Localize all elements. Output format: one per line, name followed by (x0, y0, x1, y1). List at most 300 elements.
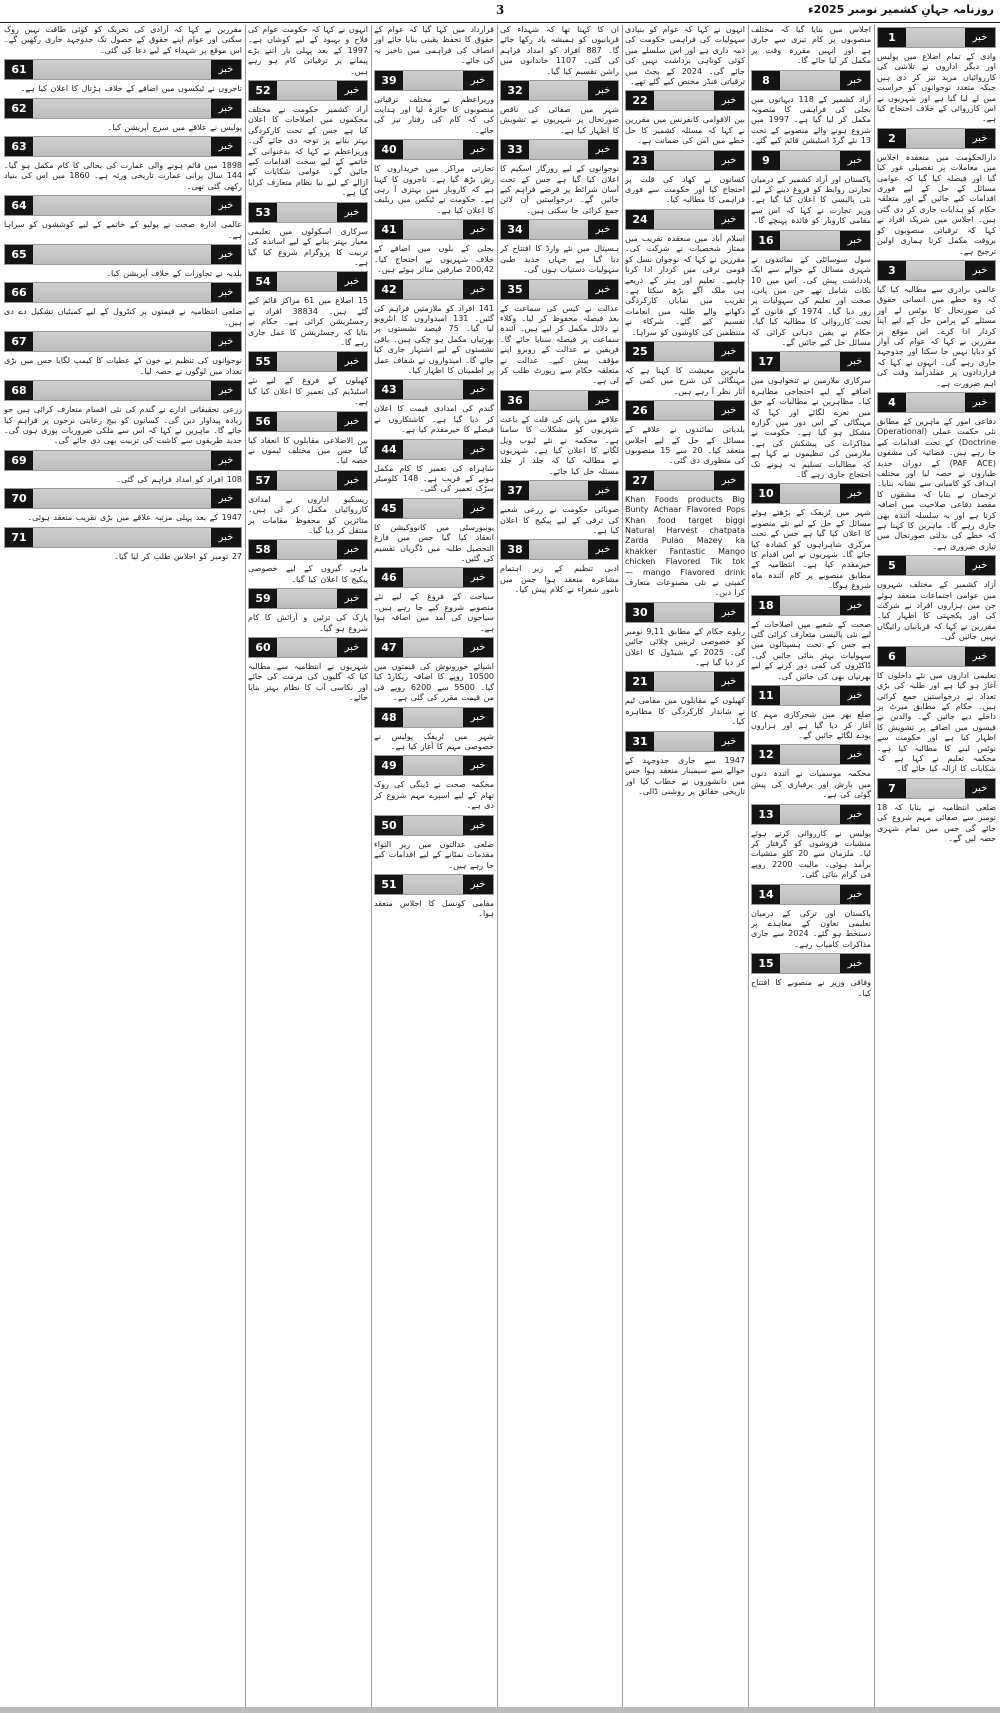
item-header-bar (500, 139, 619, 160)
news-column-5 (374, 25, 494, 1713)
item-header-bar (248, 637, 368, 658)
item-tag-badge: خبر (211, 245, 241, 264)
item-body-text: عدالت نے کیس کی سماعت کے بعد فیصلہ محفوظ کر لیا۔ وکلاء نے دلائل مکمل کر لیے ہیں۔ آئندہ سماعت پر فیصلہ سنایا جائے گا۔ فریقین نے عدالت کے روبرو اپنے مؤقف پیش کیے۔ عدالت نے متعلقہ حکام سے رپورٹ طلب کر لی ہے۔ (500, 303, 619, 386)
item-number-badge: 67 (5, 332, 33, 351)
news-item (500, 480, 619, 536)
item-number-badge: 70 (5, 489, 33, 508)
item-tag-badge: خبر (211, 381, 241, 400)
news-item (625, 731, 745, 798)
item-body-text: سول سوسائٹی کے نمائندوں نے شہری مسائل کے حوالے سے ایک یادداشت پیش کی۔ اس میں 10 نکات شامل تھے جن میں پانی، صحت اور تعلیم کی سہولیات پر زور دیا گیا۔ 1974 کے قانون کے تحت کارروائی کا مطالبہ کیا گیا۔ حکام نے یقین دہانی کرائی کہ مسائل حل کیے جائیں گے۔ (751, 254, 871, 347)
news-item (500, 25, 619, 77)
news-item (374, 219, 494, 275)
item-tag-badge: خبر (337, 540, 367, 559)
item-body-text: 15 اضلاع میں 61 مراکز قائم کیے گئے ہیں۔ 38834 افراد نے رجسٹریشن کرائی ہے۔ حکام نے بتایا کہ رجسٹریشن کا عمل جاری رہے گا۔ (248, 296, 368, 347)
item-tag-badge: خبر (463, 499, 493, 518)
news-item (4, 59, 242, 94)
news-item (625, 341, 745, 397)
item-header-bar (4, 380, 242, 401)
item-header-bar (751, 804, 871, 825)
item-header-bar (751, 230, 871, 251)
item-number-badge: 12 (752, 745, 780, 764)
item-body-text: دفاعی امور کے ماہرین کے مطابق نئی حکمت عملی (Operational Doctrine) کے تحت اقدامات کیے جا رہے ہیں۔ فضائیہ کی مشقوں (PAF ACE) کے دوران جدید طیاروں نے حصہ لیا اور مختلف اہداف کو کامیابی سے نشانہ بنایا۔ ترجمان نے بتایا کہ مشقوں کا مقصد دفاعی صلاحیت میں اضافہ کرنا ہے اور یہ سلسلہ آئندہ بھی جاری رہے گا۔ ماہرین کا کہنا ہے کہ خطے کی بدلتی صورتحال میں تیاری ضروری ہے۔ (877, 416, 996, 551)
item-body-text: 141 افراد کو ملازمتیں فراہم کی گئیں۔ 131 امیدواروں کا انٹرویو لیا گیا۔ 75 فیصد نشستوں پر بھرتیاں مکمل ہو چکی ہیں۔ باقی نشستوں کے لیے اشتہار جاری کیا جائے گا۔ امیدواروں نے شفاف عمل پر اطمینان کا اظہار کیا۔ (374, 303, 494, 375)
item-header-bar (374, 70, 494, 91)
item-number-badge: 36 (501, 391, 529, 410)
item-body-text: دارالحکومت میں منعقدہ اجلاس میں معاملات پر تفصیلی غور کیا گیا اور فیصلہ کیا گیا کہ عوامی مسائل کے حل کے لیے فوری اقدامات کیے جائیں گے اور متعلقہ حکام کو ہدایات جاری کر دی گئی ہیں۔ اجلاس میں شریک افراد نے کہا کہ ترقیاتی منصوبوں کو بروقت مکمل کرنا ہماری اولین ترجیح ہے۔ (877, 152, 996, 256)
item-number-badge: 33 (501, 140, 529, 159)
news-item (374, 498, 494, 565)
item-number-badge: 30 (626, 603, 654, 622)
news-item (248, 80, 368, 199)
item-header-bar (751, 884, 871, 905)
news-item (248, 588, 368, 634)
item-body-text: مقامی کونسل کا اجلاس منعقد ہوا۔ (374, 898, 494, 919)
item-body-text: شاہراہ کی تعمیر کا کام مکمل ہونے کے قریب ہے۔ 148 کلومیٹر سڑک تعمیر کی گئی۔ (374, 463, 494, 494)
item-body-text: کھیلوں کے فروغ کے لیے نئے اسٹیڈیم کی تعمیر کا اعلان کیا گیا ہے۔ (248, 376, 368, 407)
item-header-bar (248, 411, 368, 432)
item-tag-badge: خبر (588, 280, 618, 299)
item-number-badge: 37 (501, 481, 529, 500)
item-number-badge: 48 (375, 708, 403, 727)
news-item (625, 400, 745, 467)
item-tag-badge: خبر (840, 745, 870, 764)
item-tag-badge: خبر (211, 99, 241, 118)
item-tag-badge: خبر (337, 412, 367, 431)
item-number-badge: 55 (249, 352, 277, 371)
item-header-bar (625, 150, 745, 171)
item-tag-badge: خبر (588, 391, 618, 410)
item-number-badge: 71 (5, 528, 33, 547)
news-item (877, 646, 996, 775)
news-item (625, 25, 745, 87)
item-number-badge: 44 (375, 440, 403, 459)
item-number-badge: 47 (375, 638, 403, 657)
item-body-text: تاجروں نے ٹیکسوں میں اضافے کے خلاف ہڑتال کا اعلان کیا ہے۔ (20, 84, 242, 94)
item-header-bar (877, 128, 996, 149)
news-item (625, 90, 745, 146)
item-body-text: 1947 کے بعد پہلی مرتبہ علاقے میں بڑی تقریب منعقد ہوئی۔ (27, 513, 242, 523)
news-item (751, 884, 871, 951)
news-item (248, 25, 368, 77)
item-header-bar (374, 139, 494, 160)
item-body-text: آزاد کشمیر حکومت نے مختلف محکموں میں اصلاحات کا اعلان کیا ہے جس کے تحت کارکردگی بہتر بنانے پر توجہ دی جائے گی۔ وزیراعظم نے کہا کہ بدعنوانی کے خاتمے کے لیے سخت اقدامات کیے جائیں گے۔ عوامی شکایات کے ازالے کے لیے نیا نظام متعارف کرایا گیا ہے۔ (248, 105, 368, 198)
item-number-badge: 38 (501, 540, 529, 559)
news-item (248, 351, 368, 407)
item-header-bar (500, 480, 619, 501)
item-tag-badge: خبر (714, 401, 744, 420)
item-header-bar (751, 483, 871, 504)
item-tag-badge: خبر (714, 471, 744, 490)
item-body-text: ماہرین معیشت کا کہنا ہے کہ مہنگائی کی شرح میں کمی کے آثار نظر آ رہے ہیں۔ (625, 365, 745, 396)
item-number-badge: 53 (249, 203, 277, 222)
item-body-text: ضلعی انتظامیہ نے بتایا کہ 18 نومبر سے صفائی مہم شروع کی جائے گی جس میں تمام شہری حصہ لیں گے۔ (877, 802, 996, 843)
item-header-bar (248, 539, 368, 560)
item-body-text: وفاقی وزیر نے منصوبے کا افتتاح کیا۔ (751, 978, 871, 998)
news-item (500, 139, 619, 216)
item-header-bar (751, 685, 871, 706)
item-tag-badge: خبر (588, 481, 618, 500)
page-footer-strip (0, 1707, 1000, 1713)
item-body-text: سیاحت کے فروغ کے لیے نئے منصوبے شروع کیے جا رہے ہیں۔ سیاحوں کی آمد میں اضافہ ہوا ہے۔ (374, 592, 494, 633)
item-tag-badge: خبر (463, 140, 493, 159)
news-item (4, 450, 242, 485)
news-item (4, 488, 242, 523)
item-header-bar (4, 98, 242, 119)
item-number-badge: 32 (501, 81, 529, 100)
item-tag-badge: خبر (337, 81, 367, 100)
news-item (4, 527, 242, 562)
item-body-text: بین الاقوامی کانفرنس میں مقررین نے کہا کہ مسئلہ کشمیر کا حل خطے میں امن کی ضمانت ہے۔ (625, 115, 745, 146)
page-number: 3 (495, 3, 505, 17)
item-body-text: صوبائی حکومت نے زرعی شعبے کی ترقی کے لیے پیکیج کا اعلان کیا ہے۔ (500, 505, 619, 535)
item-body-text: کھیلوں کے مقابلوں میں مقامی ٹیم نے شاندار کارکردگی کا مظاہرہ کیا۔ (625, 696, 745, 727)
news-item (4, 380, 242, 447)
item-tag-badge: خبر (463, 220, 493, 239)
item-body-text: نوجوانوں کی تنظیم نے خون کے عطیات کا کیمپ لگایا جس میں بڑی تعداد میں لوگوں نے حصہ لیا۔ (4, 356, 242, 376)
item-number-badge: 13 (752, 805, 780, 824)
item-number-badge: 34 (501, 220, 529, 239)
item-tag-badge: خبر (463, 380, 493, 399)
item-header-bar (500, 80, 619, 101)
dateline: روزنامہ جہانِ کشمیر نومبر 2025ء (808, 3, 994, 16)
item-number-badge: 10 (752, 484, 780, 503)
item-body-text: شہر میں صفائی کی ناقص صورتحال پر شہریوں نے تشویش کا اظہار کیا ہے۔ (500, 105, 619, 135)
news-item (374, 25, 494, 67)
item-body-text: بلدیاتی نمائندوں نے علاقے کے مسائل کے حل کے لیے اجلاس منعقد کیا۔ 20 سے 15 منصوبوں کی منظوری دی گئی۔ (625, 425, 745, 466)
item-tag-badge: خبر (463, 816, 493, 835)
item-tag-badge: خبر (463, 756, 493, 775)
news-item (500, 539, 619, 595)
item-header-bar (877, 646, 996, 667)
item-number-badge: 11 (752, 686, 780, 705)
item-tag-badge: خبر (588, 220, 618, 239)
news-item (248, 202, 368, 269)
item-header-bar (751, 953, 871, 974)
item-tag-badge: خبر (211, 283, 241, 302)
item-tag-badge: خبر (211, 196, 241, 215)
item-tag-badge: خبر (714, 151, 744, 170)
news-item (877, 128, 996, 257)
news-item (625, 671, 745, 727)
news-item (374, 439, 494, 495)
news-item (751, 595, 871, 682)
item-header-bar (248, 470, 368, 491)
item-number-badge: 49 (375, 756, 403, 775)
item-number-badge: 31 (626, 732, 654, 751)
item-tag-badge: خبر (337, 589, 367, 608)
item-header-bar (877, 392, 996, 413)
item-header-bar (625, 470, 745, 491)
item-body-text: ان کا کہنا تھا کہ شہداء کی قربانیوں کو ہمیشہ یاد رکھا جائے گا۔ 887 افراد کو امداد فراہم کی گئی۔ 1107 خاندانوں میں راشن تقسیم کیا گیا۔ (500, 25, 619, 76)
item-header-bar (877, 260, 996, 281)
news-item (500, 390, 619, 477)
item-tag-badge: خبر (840, 352, 870, 371)
item-number-badge: 68 (5, 381, 33, 400)
masthead (0, 0, 1000, 23)
news-item (374, 755, 494, 811)
item-number-badge: 69 (5, 451, 33, 470)
item-body-text: عالمی ادارہ صحت نے پولیو کے خاتمے کے لیے کوششوں کو سراہا ہے۔ (4, 220, 242, 240)
item-header-bar (374, 707, 494, 728)
news-item (4, 195, 242, 241)
item-tag-badge: خبر (965, 556, 995, 575)
item-number-badge: 66 (5, 283, 33, 302)
item-body-text: تجارتی مراکز میں خریداروں کا رش بڑھ گیا ہے۔ تاجروں کا کہنا ہے کہ کاروبار میں بہتری آ رہی ہے۔ حکومت نے ٹیکس میں ریلیف کا اعلان کیا ہے۔ (374, 164, 494, 215)
item-header-bar (625, 90, 745, 111)
item-number-badge: 51 (375, 875, 403, 894)
item-number-badge: 15 (752, 954, 780, 973)
item-header-bar (374, 379, 494, 400)
item-body-text: شہریوں نے انتظامیہ سے مطالبہ کیا کہ گلیوں کی مرمت کی جائے اور نکاسی آب کا نظام بہتر بنایا جائے۔ (248, 662, 368, 703)
news-item (4, 282, 242, 328)
item-number-badge: 61 (5, 60, 33, 79)
item-number-badge: 60 (249, 638, 277, 657)
news-column-4 (500, 25, 619, 1713)
item-number-badge: 35 (501, 280, 529, 299)
news-item (751, 483, 871, 591)
item-number-badge: 39 (375, 71, 403, 90)
item-body-text: Khan Foods products Big Bunty Achaar Flavored Pops Khan food target biggi Natural Harvest chatpata Zarda Pulao Mazey ka khakker Fantastic Mango chicken Flavored Tik tok mango Flavored drink — کمپنی نے نئی مصنوعات متعارف کرا دیں۔ (625, 494, 745, 598)
item-tag-badge: خبر (714, 91, 744, 110)
item-header-bar (4, 331, 242, 352)
item-header-bar (374, 439, 494, 460)
item-header-bar (4, 136, 242, 157)
item-number-badge: 41 (375, 220, 403, 239)
item-body-text: ادبی تنظیم کے زیر اہتمام مشاعرہ منعقد ہوا جس میں نامور شعراء نے کلام پیش کیا۔ (500, 564, 619, 595)
news-item (877, 27, 996, 125)
news-item (500, 279, 619, 387)
item-tag-badge: خبر (714, 342, 744, 361)
item-header-bar (4, 527, 242, 548)
news-item (625, 602, 745, 669)
item-body-text: 1947 سے جاری جدوجہد کے حوالے سے سیمینار منعقد ہوا جس میں دانشوروں نے خطاب کیا اور تاریخی حقائق پر روشنی ڈالی۔ (625, 755, 745, 796)
news-item (374, 815, 494, 871)
item-header-bar (751, 351, 871, 372)
item-number-badge: 6 (878, 647, 906, 666)
item-tag-badge: خبر (840, 885, 870, 904)
news-item (374, 139, 494, 216)
item-number-badge: 9 (752, 151, 780, 170)
item-number-badge: 56 (249, 412, 277, 431)
item-tag-badge: خبر (714, 603, 744, 622)
item-number-badge: 65 (5, 245, 33, 264)
item-header-bar (877, 555, 996, 576)
item-body-text: ریسکیو اداروں نے امدادی کارروائیاں مکمل کر لی ہیں۔ متاثرین کو محفوظ مقامات پر منتقل کر دیا گیا۔ (248, 494, 368, 535)
item-header-bar (4, 195, 242, 216)
news-item (4, 25, 242, 56)
item-number-badge: 27 (626, 471, 654, 490)
item-body-text: شہر میں ٹریفک کے بڑھتے ہوئے مسائل کے حل کے لیے نئے منصوبے کا اعلان کیا گیا ہے جس کے تحت مرکزی شاہراہوں کو کشادہ کیا جائے گا۔ شہریوں نے اس اقدام کا خیرمقدم کیا ہے۔ انتظامیہ کے مطابق منصوبے پر کام آئندہ ماہ شروع ہوگا۔ (751, 508, 871, 591)
item-header-bar (4, 450, 242, 471)
item-number-badge: 64 (5, 196, 33, 215)
item-tag-badge: خبر (463, 440, 493, 459)
news-item (751, 804, 871, 881)
item-body-text: تعلیمی اداروں میں نئے داخلوں کا آغاز ہو گیا ہے اور طلبہ کی بڑی تعداد نے درخواستیں جمع کرائی ہیں۔ حکام کے مطابق میرٹ پر داخلے دیے جائیں گے۔ والدین نے فیسوں میں اضافے پر تشویش کا اظہار کیا ہے اور حکومت سے نوٹس لینے کا مطالبہ کیا ہے۔ محکمہ تعلیم نے کہا ہے کہ شکایات کا ازالہ کیا جائے گا۔ (877, 670, 996, 774)
item-tag-badge: خبر (463, 875, 493, 894)
item-number-badge: 23 (626, 151, 654, 170)
item-tag-badge: خبر (211, 60, 241, 79)
item-number-badge: 54 (249, 272, 277, 291)
news-column-3 (625, 25, 745, 1713)
item-number-badge: 42 (375, 280, 403, 299)
item-tag-badge: خبر (965, 28, 995, 47)
item-body-text: گندم کی امدادی قیمت کا اعلان کر دیا گیا ہے۔ کاشتکاروں نے فیصلے کا خیرمقدم کیا ہے۔ (374, 404, 494, 435)
news-item (500, 219, 619, 275)
item-number-badge: 63 (5, 137, 33, 156)
item-header-bar (248, 351, 368, 372)
item-header-bar (751, 595, 871, 616)
news-column-1 (877, 25, 996, 1713)
news-item (625, 470, 745, 599)
item-number-badge: 16 (752, 231, 780, 250)
item-body-text: محکمہ صحت نے ڈینگی کی روک تھام کے لیے اسپرے مہم شروع کر دی ہے۔ (374, 780, 494, 811)
item-number-badge: 52 (249, 81, 277, 100)
item-tag-badge: خبر (211, 451, 241, 470)
item-header-bar (4, 244, 242, 265)
item-body-text: اشیائے خورونوش کی قیمتوں میں 10500 روپے کا اضافہ ریکارڈ کیا گیا۔ 5500 سے 6200 روپے فی من قیمت مقرر کی گئی ہے۔ (374, 662, 494, 703)
item-body-text: پولیس نے کارروائی کرتے ہوئے منشیات فروشوں کو گرفتار کر لیا۔ ملزمان سے 20 کلو منشیات برآمد ہوئی۔ مالیت 2200 روپے فی گرام بتائی گئی۔ (751, 828, 871, 880)
item-tag-badge: خبر (840, 805, 870, 824)
news-item (248, 271, 368, 348)
item-number-badge: 2 (878, 129, 906, 148)
news-item (625, 150, 745, 206)
news-item (248, 411, 368, 467)
item-body-text: سرکاری ملازمین نے تنخواہوں میں اضافے کے لیے احتجاجی مظاہرہ کیا۔ مظاہرین نے مطالبات کے حق میں نعرے لگائے اور کہا کہ مہنگائی کے اس دور میں گزارہ مشکل ہو گیا ہے۔ حکومت نے مذاکرات کی پیشکش کی ہے۔ ملازمین کی تنظیموں نے کہا ہے کہ مطالبات تسلیم نہ ہونے تک احتجاج جاری رہے گا۔ (751, 376, 871, 479)
item-header-bar (625, 209, 745, 230)
news-item (500, 80, 619, 136)
news-column-6 (248, 25, 368, 1713)
item-tag-badge: خبر (337, 638, 367, 657)
item-body-text: پاکستان اور ترکی کے درمیان تعلیمی تعاون کے معاہدے پر دستخط ہو گئے۔ 2024 سے جاری مذاکرات کامیاب رہے۔ (751, 908, 871, 949)
news-item (877, 260, 996, 389)
item-number-badge: 25 (626, 342, 654, 361)
item-number-badge: 21 (626, 672, 654, 691)
item-tag-badge: خبر (965, 393, 995, 412)
item-body-text: بین الاضلاعی مقابلوں کا انعقاد کیا گیا جس میں مختلف ٹیموں نے حصہ لیا۔ (248, 435, 368, 466)
item-header-bar (751, 150, 871, 171)
news-item (877, 555, 996, 642)
item-number-badge: 62 (5, 99, 33, 118)
item-number-badge: 26 (626, 401, 654, 420)
item-tag-badge: خبر (965, 647, 995, 666)
item-header-bar (374, 498, 494, 519)
item-body-text: ضلع بھر میں شجرکاری مہم کا آغاز کر دیا گیا ہے اور ہزاروں پودے لگائے جائیں گے۔ (751, 710, 871, 740)
news-item (877, 392, 996, 552)
item-number-badge: 46 (375, 568, 403, 587)
item-number-badge: 18 (752, 596, 780, 615)
item-body-text: اسلام آباد میں منعقدہ تقریب میں ممتاز شخصیات نے شرکت کی۔ مقررین نے کہا کہ نوجوان نسل کو قومی ترقی میں کردار ادا کرنا چاہیے۔ تعلیم اور ہنر کے ذریعے ہی ملک آگے بڑھ سکتا ہے۔ تقریب میں نمایاں کارکردگی دکھانے والے طلبہ میں انعامات تقسیم کیے گئے۔ شرکاء نے منتظمین کی کاوشوں کو سراہا۔ (625, 233, 745, 337)
item-tag-badge: خبر (463, 568, 493, 587)
item-tag-badge: خبر (588, 140, 618, 159)
item-header-bar (751, 744, 871, 765)
news-item (4, 331, 242, 377)
item-number-badge: 17 (752, 352, 780, 371)
item-header-bar (500, 390, 619, 411)
item-tag-badge: خبر (714, 672, 744, 691)
item-body-text: شہر میں ٹریفک پولیس نے خصوصی مہم کا آغاز کیا ہے۔ (374, 731, 494, 752)
item-header-bar (625, 400, 745, 421)
item-body-text: زرعی تحقیقاتی ادارے نے گندم کی نئی اقسام متعارف کرائی ہیں جو زیادہ پیداوار دیں گی۔ کسانوں کو بیج رعایتی نرخوں پر فراہم کیا جائے گا۔ ماہرین نے کہا کہ اس سے ملکی ضروریات پوری ہوں گی۔ جدید طریقوں سے کاشت کی تربیت بھی دی جائے گی۔ (4, 405, 242, 446)
item-number-badge: 3 (878, 261, 906, 280)
news-item (374, 70, 494, 137)
item-header-bar (625, 341, 745, 362)
item-number-badge: 22 (626, 91, 654, 110)
item-tag-badge: خبر (840, 71, 870, 90)
item-header-bar (374, 279, 494, 300)
item-tag-badge: خبر (965, 261, 995, 280)
item-tag-badge: خبر (714, 210, 744, 229)
item-header-bar (248, 202, 368, 223)
news-item (751, 351, 871, 480)
news-item (751, 953, 871, 999)
news-item (751, 25, 871, 67)
item-header-bar (625, 671, 745, 692)
item-body-text: ہسپتال میں نئے وارڈ کا افتتاح کر دیا گیا ہے جہاں جدید طبی سہولیات دستیاب ہوں گی۔ (500, 244, 619, 275)
news-item (751, 70, 871, 147)
news-item (4, 244, 242, 279)
item-body-text: سرکاری اسکولوں میں تعلیمی معیار بہتر بنانے کے لیے اساتذہ کی تربیت کا پروگرام شروع کیا گیا ہے۔ (248, 226, 368, 267)
news-item (374, 379, 494, 435)
item-body-text: ضلعی انتظامیہ نے قیمتوں پر کنٹرول کے لیے کمیٹیاں تشکیل دے دی ہیں۔ (4, 307, 242, 327)
item-tag-badge: خبر (211, 528, 241, 547)
item-header-bar (374, 815, 494, 836)
item-body-text: اجلاس میں بتایا گیا کہ مختلف منصوبوں پر کام تیزی سے جاری ہے اور انہیں مقررہ وقت پر مکمل کر لیا جائے گا۔ (751, 25, 871, 66)
news-item (374, 567, 494, 634)
item-header-bar (500, 279, 619, 300)
item-tag-badge: خبر (463, 708, 493, 727)
item-tag-badge: خبر (840, 151, 870, 170)
item-tag-badge: خبر (840, 954, 870, 973)
item-tag-badge: خبر (463, 71, 493, 90)
item-body-text: 1898 میں قائم ہونے والی عمارت کی بحالی کا کام مکمل ہو گیا۔ 144 سال پرانی عمارت تاریخی ورثہ ہے۔ 1860 میں اس کی بنیاد رکھی گئی تھی۔ (4, 161, 242, 191)
item-body-text: آزاد کشمیر کے مختلف شہروں میں عوامی اجتماعات منعقد ہوئے جن میں ہزاروں افراد نے شرکت کی اور یکجہتی کا اظہار کیا۔ مقررین نے کہا کہ قربانیاں رائیگاں نہیں جائیں گی۔ (877, 580, 996, 642)
item-tag-badge: خبر (840, 231, 870, 250)
item-tag-badge: خبر (588, 540, 618, 559)
item-tag-badge: خبر (337, 203, 367, 222)
news-item (374, 637, 494, 704)
item-number-badge: 59 (249, 589, 277, 608)
item-number-badge: 5 (878, 556, 906, 575)
item-number-badge: 24 (626, 210, 654, 229)
news-item (751, 744, 871, 800)
item-number-badge: 45 (375, 499, 403, 518)
item-body-text: کسانوں نے کھاد کی قلت پر احتجاج کیا اور حکومت سے فوری فراہمی کا مطالبہ کیا۔ (625, 174, 745, 205)
item-header-bar (374, 874, 494, 895)
news-column-2 (751, 25, 871, 1713)
item-body-text: پاکستان اور آزاد کشمیر کے درمیان تجارتی روابط کو فروغ دینے کے لیے نئی پالیسی کا اعلان کیا گیا ہے۔ وزیر تجارت نے کہا کہ اس سے مقامی کاروبار کو فائدہ پہنچے گا۔ (751, 174, 871, 226)
news-item (751, 150, 871, 227)
item-body-text: وزیراعظم نے مختلف ترقیاتی منصوبوں کا جائزہ لیا اور ہدایت کی کہ کام کی رفتار تیز کی جائے۔ (374, 94, 494, 135)
item-header-bar (500, 219, 619, 240)
item-body-text: ضلعی عدالتوں میں زیر التواء مقدمات نمٹانے کے لیے اقدامات کیے جا رہے ہیں۔ (374, 839, 494, 870)
item-tag-badge: خبر (965, 779, 995, 798)
item-number-badge: 4 (878, 393, 906, 412)
item-tag-badge: خبر (840, 484, 870, 503)
item-number-badge: 58 (249, 540, 277, 559)
item-number-badge: 8 (752, 71, 780, 90)
item-number-badge: 7 (878, 779, 906, 798)
news-item (751, 685, 871, 741)
item-body-text: 108 افراد کو امداد فراہم کی گئی۔ (116, 474, 242, 484)
news-item (374, 707, 494, 753)
item-tag-badge: خبر (211, 332, 241, 351)
news-item (4, 136, 242, 192)
item-body-text: آزاد کشمیر کے 118 دیہاتوں میں بجلی کی فراہمی کا منصوبہ مکمل کر لیا گیا ہے۔ 1997 میں شروع ہونے والے منصوبے کے تحت 13 نئے گرڈ اسٹیشن قائم کیے گئے۔ (751, 94, 871, 146)
item-tag-badge: خبر (714, 732, 744, 751)
news-item (248, 539, 368, 585)
item-header-bar (751, 70, 871, 91)
item-body-text: مقررین نے کہا کہ آزادی کی تحریک کو کوئی طاقت نہیں روک سکتی اور عوام اپنے حقوق کے حصول تک جدوجہد جاری رکھیں گے۔ اس موقع پر شہداء کے لیے دعا کی گئی۔ (4, 25, 242, 55)
